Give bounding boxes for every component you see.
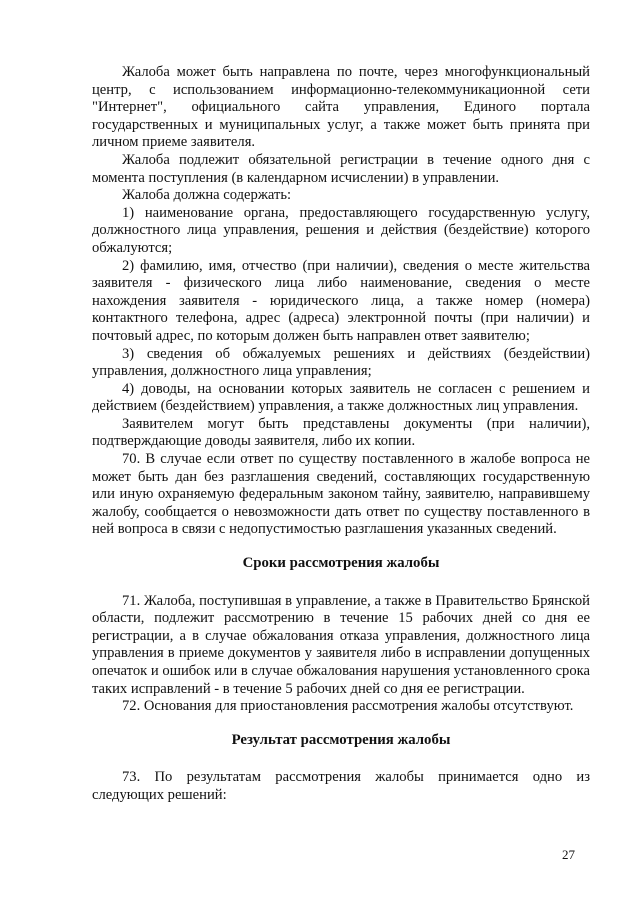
paragraph-72: 72. Основания для приостановления рассмотрения жалобы отсутствуют. xyxy=(122,698,574,715)
paragraph-70: 70. В случае если ответ по существу поставленного в жалобе вопроса не может быть дан без разглашения сведений, составляющих государственную или иную охраняемую федеральным законом тайну, заявителю, направившему жалобу, сообщается о невозможности дать ответ по существу поставленного в ней вопроса в связи с недопустимостью разглашения указанных сведений. xyxy=(92,451,590,538)
page-body xyxy=(92,64,590,805)
page-number: 27 xyxy=(562,847,575,862)
section-heading-deadlines: Сроки рассмотрения жалобы xyxy=(242,555,440,572)
paragraph-registration: Жалоба подлежит обязательной регистрации в течение одного дня с момента поступления (в календарном исчислении) в управлении. xyxy=(92,151,590,186)
paragraph-item-4: 4) доводы, на основании которых заявитель не согласен с решением и действием (бездействием) управления, а также должностных лиц управления. xyxy=(92,380,590,415)
paragraph-73: 73. По результатам рассмотрения жалобы принимается одно из следующих решений: xyxy=(92,769,590,803)
paragraph-71: 71. Жалоба, поступившая в управление, а также в Правительство Брянской области, подлежит рассмотрению в течение 15 рабочих дней со дня ее регистрации, а в случае обжалования отказа управления, должностного лица управления в приеме документов у заявителя либо в исправлении допущенных опечаток и ошибок или в случае обжалования нарушения установленного срока таких исправлений - в течение 5 рабочих дней со дня ее регистрации. xyxy=(92,592,590,697)
paragraph-contents-intro: Жалоба должна содержать: xyxy=(122,187,292,204)
section-heading-result: Результат рассмотрения жалобы xyxy=(231,731,451,748)
paragraph-documents: Заявителем могут быть представлены документы (при наличии), подтверждающие доводы заявителя, либо их копии. xyxy=(92,415,590,450)
paragraph-submission-methods: Жалоба может быть направлена по почте, через многофункциональный центр, с использованием информационно-телекоммуникационной сети "Интернет", официального сайта управления, Единого портала государственных и муниципальных услуг, а также может быть принята при личном приеме заявителя. xyxy=(92,64,590,151)
paragraph-item-3: 3) сведения об обжалуемых решениях и действиях (бездействии) управления, должностного лица управления; xyxy=(92,345,590,380)
paragraph-item-1: 1) наименование органа, предоставляющего государственную услугу, должностного лица управления, решения и действия (бездействие) которого обжалуются; xyxy=(92,204,590,256)
paragraph-item-2: 2) фамилию, имя, отчество (при наличии), сведения о месте жительства заявителя - физического лица либо наименование, сведения о месте нахождения заявителя - юридического лица, а также номер (номера) контактного телефона, адрес (адреса) электронной почты (при наличии) и почтовый адрес, по которым должен быть направлен ответ заявителю; xyxy=(92,257,590,344)
